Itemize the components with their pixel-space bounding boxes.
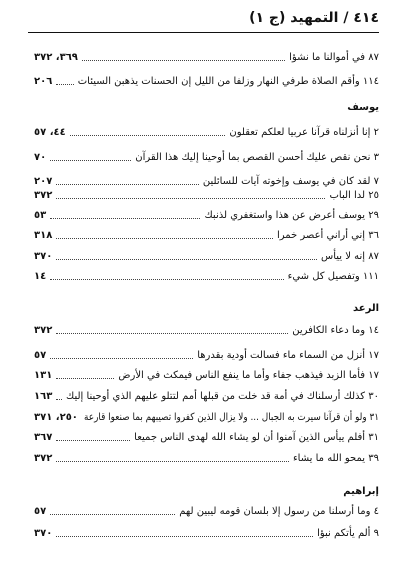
verse-text: ٩ ألم يأتكم نبؤا bbox=[317, 528, 379, 539]
dot-leader bbox=[70, 135, 225, 136]
verse-text: ٢ إنا أنزلناه قرآنا عربيا لعلكم تعقلون bbox=[229, 127, 379, 138]
page-numbers: ٣٧٠ bbox=[34, 251, 53, 262]
verse-text: ٣ نحن نقص عليك أحسن القصص بما أوحينا إليك هذا القرآن bbox=[135, 152, 379, 163]
verse-text: ٣١ أفلم ييأس الذين آمنوا أن لو يشاء الله لهدى الناس جميعا bbox=[134, 432, 379, 443]
dot-leader bbox=[50, 218, 200, 219]
dot-leader bbox=[50, 160, 131, 161]
page-numbers: ٢٥٠، ٣٧١ bbox=[34, 412, 78, 423]
index-entry bbox=[28, 430, 379, 445]
index-entry bbox=[28, 50, 379, 65]
page-numbers: ٣٧٢ bbox=[34, 325, 53, 336]
page-header bbox=[28, 10, 379, 32]
surah-heading: يوسف bbox=[347, 102, 379, 113]
page-numbers: ٣٧٢ bbox=[34, 453, 53, 464]
verse-text: ١١٤ وأقم الصلاة طرفي النهار وزلفا من الليل إن الحسنات يذهبن السيئات bbox=[77, 76, 379, 87]
verse-text: ٣١ ولو أن قرآنا سيرت به الجبال ... ولا يزال الذين كفروا تصيبهم بما صنعوا قارعة bbox=[83, 412, 379, 423]
page-numbers: ٥٣ bbox=[34, 210, 47, 221]
dot-leader bbox=[50, 514, 175, 515]
index-entry bbox=[28, 125, 379, 140]
dot-leader bbox=[82, 60, 285, 61]
dot-leader bbox=[56, 399, 62, 400]
verse-text: ٨٧ في أموالنا ما نشؤا bbox=[289, 52, 379, 63]
verse-text: ٣٦ إني أراني أعصر خمرا bbox=[276, 230, 379, 241]
verse-text: ٢٥ لدا الباب bbox=[329, 190, 379, 201]
page-numbers: ٣١٨ bbox=[34, 230, 53, 241]
verse-text: ١٧ فأما الزبد فيذهب جفاء وأما ما ينفع الناس فيمكث في الأرض bbox=[118, 370, 379, 381]
verse-text: ١٤ وما دعاء الكافرين bbox=[292, 325, 379, 336]
dot-leader bbox=[56, 84, 74, 85]
verse-text: ٤ وما أرسلنا من رسول إلا بلسان قومه ليبين لهم bbox=[179, 506, 379, 517]
index-entry bbox=[28, 504, 379, 519]
verse-text: ٢٩ يوسف أعرض عن هذا واستغفري لذنبك bbox=[204, 210, 379, 221]
dot-leader bbox=[56, 184, 199, 185]
index-entry bbox=[28, 228, 379, 243]
dot-leader bbox=[56, 378, 114, 379]
page-numbers: ١٦٣ bbox=[34, 391, 53, 402]
dot-leader bbox=[50, 358, 193, 359]
dot-leader bbox=[56, 461, 289, 462]
page-numbers: ٧٠ bbox=[34, 152, 47, 163]
verse-text: ٨٧ إنه لا ييأس bbox=[321, 251, 379, 262]
verse-text: ١١١ وتفصيل كل شيء bbox=[287, 271, 379, 282]
index-entry bbox=[28, 269, 379, 284]
surah-heading: إبراهيم bbox=[343, 486, 379, 497]
index-entry bbox=[28, 389, 379, 404]
dot-leader bbox=[56, 198, 325, 199]
index-entry bbox=[28, 188, 379, 203]
dot-leader bbox=[56, 333, 288, 334]
surah-heading: الرعد bbox=[352, 303, 379, 314]
page-numbers: ٥٧ bbox=[34, 506, 47, 517]
verse-text: ٣٩ يمحو الله ما يشاء bbox=[292, 453, 379, 464]
verse-text: ٣٠ كذلك أرسلناك في أمة قد خلت من قبلها أمم لتتلو عليهم الذي أوحينا إليك bbox=[66, 391, 379, 402]
index-entry bbox=[28, 74, 379, 89]
dot-leader bbox=[56, 238, 273, 239]
index-entry bbox=[28, 323, 379, 338]
index-entry bbox=[28, 368, 379, 383]
page-numbers: ١٣١ bbox=[34, 370, 53, 381]
index-entry bbox=[28, 208, 379, 223]
page-title: ٤١٤ / التمهيد (ج ١) bbox=[249, 10, 379, 26]
index-entry bbox=[28, 526, 379, 541]
verse-text: ١٧ أنزل من السماء ماء فسالت أودية بقدرها bbox=[197, 350, 379, 361]
index-entry bbox=[28, 150, 379, 165]
index-entry bbox=[28, 348, 379, 363]
page-numbers: ٣٧٢ bbox=[34, 190, 53, 201]
page-numbers: ٣٦٩، ٣٧٢ bbox=[34, 52, 78, 63]
page-numbers: ٢٠٧ bbox=[34, 176, 53, 187]
index-entry bbox=[28, 174, 379, 189]
verse-text: ٧ لقد كان في يوسف وإخوته آيات للسائلين bbox=[202, 176, 379, 187]
page-numbers: ٤٤، ٥٧ bbox=[34, 127, 66, 138]
index-entry bbox=[28, 410, 379, 425]
page-numbers: ٢٠٦ bbox=[34, 76, 53, 87]
index-entry bbox=[28, 249, 379, 264]
page-numbers: ٥٧ bbox=[34, 350, 47, 361]
page-numbers: ١٤ bbox=[34, 271, 47, 282]
header-rule bbox=[28, 32, 379, 33]
page-numbers: ٣٦٧ bbox=[34, 432, 53, 443]
dot-leader bbox=[56, 440, 130, 441]
index-entry bbox=[28, 451, 379, 466]
dot-leader bbox=[50, 279, 284, 280]
page-numbers: ٣٧٠ bbox=[34, 528, 53, 539]
dot-leader bbox=[56, 259, 317, 260]
dot-leader bbox=[56, 536, 313, 537]
